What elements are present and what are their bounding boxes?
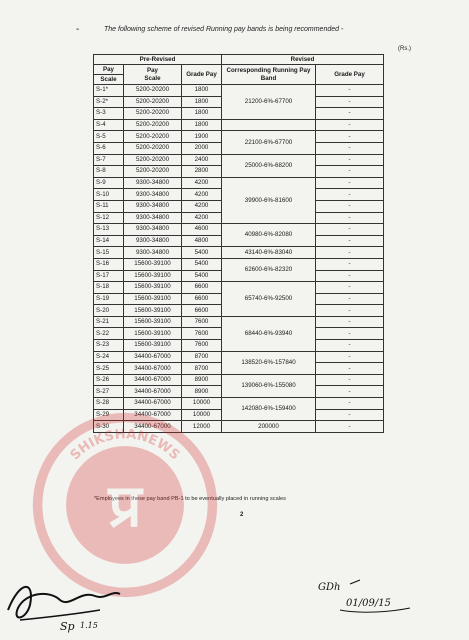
pay-scale-cell: 34400-67000 (124, 386, 182, 398)
revised-grade-pay-cell: - (316, 293, 384, 305)
table-row (94, 85, 384, 97)
grade-pay-cell: 5400 (182, 270, 222, 282)
grade-pay-cell: 5400 (182, 247, 222, 259)
table-row (94, 398, 384, 410)
col-grade-pay-revised: Grade Pay (316, 65, 384, 85)
pay-scale-cell: 34400-67000 (124, 421, 182, 433)
running-pay-band-cell: 21200-6%-67700 (222, 85, 316, 120)
signature-left-date: 1.15 (80, 621, 98, 630)
revised-grade-pay-cell: - (316, 177, 384, 189)
running-pay-band-cell: 142080-6%-159400 (222, 398, 316, 421)
table-row (94, 247, 384, 259)
scale-cell: S-21 (94, 316, 124, 328)
scale-cell: S-16 (94, 258, 124, 270)
revised-grade-pay-cell: - (316, 351, 384, 363)
running-pay-band-cell: 22100-6%-67700 (222, 131, 316, 154)
revised-grade-pay-cell: - (316, 235, 384, 247)
col-grade-pay: Grade Pay (182, 65, 222, 85)
scale-cell: S-20 (94, 305, 124, 317)
grade-pay-cell: 4200 (182, 177, 222, 189)
running-pay-band-cell: 39900-6%-81600 (222, 177, 316, 223)
pay-scale-cell: 34400-67000 (124, 409, 182, 421)
grade-pay-cell: 1800 (182, 119, 222, 131)
grade-pay-cell: 7600 (182, 340, 222, 352)
revised-grade-pay-cell: - (316, 142, 384, 154)
revised-grade-pay-cell: - (316, 212, 384, 224)
revised-grade-pay-cell: - (316, 316, 384, 328)
scale-cell: S-18 (94, 282, 124, 294)
revised-grade-pay-cell: - (316, 85, 384, 97)
running-pay-band-cell: 138520-6%-157840 (222, 351, 316, 374)
scale-cell: S-9 (94, 177, 124, 189)
table-row (94, 119, 384, 131)
grade-pay-cell: 1800 (182, 85, 222, 97)
scale-cell: S-25 (94, 363, 124, 375)
scale-cell: S-29 (94, 409, 124, 421)
col-scale-bottom: Scale (94, 75, 124, 85)
grade-pay-cell: 8700 (182, 351, 222, 363)
scale-cell: S-22 (94, 328, 124, 340)
grade-pay-cell: 8700 (182, 363, 222, 375)
pay-band-table (93, 54, 384, 433)
pay-scale-cell: 5200-20200 (124, 142, 182, 154)
svg-text:Sp: Sp (60, 620, 75, 633)
scale-cell: S-13 (94, 224, 124, 236)
pay-scale-cell: 5200-20200 (124, 154, 182, 166)
grade-pay-cell: 8900 (182, 374, 222, 386)
table-row (94, 224, 384, 236)
pay-scale-cell: 15600-39100 (124, 258, 182, 270)
grade-pay-cell: 4200 (182, 200, 222, 212)
grade-pay-cell: 4200 (182, 212, 222, 224)
table-row (94, 316, 384, 328)
revised-grade-pay-cell: - (316, 247, 384, 259)
grade-pay-cell: 1900 (182, 131, 222, 143)
pay-scale-cell: 15600-39100 (124, 340, 182, 352)
revised-header: Revised (222, 55, 384, 65)
scale-cell: S-27 (94, 386, 124, 398)
pay-scale-cell: 34400-67000 (124, 363, 182, 375)
col-pay-label: Pay (146, 66, 158, 74)
scale-cell: S-11 (94, 200, 124, 212)
table-row (94, 131, 384, 143)
scale-cell: S-24 (94, 351, 124, 363)
table-row (94, 351, 384, 363)
pay-scale-cell: 34400-67000 (124, 351, 182, 363)
pre-revised-header: Pre-Revised (94, 55, 222, 65)
grade-pay-cell: 4800 (182, 235, 222, 247)
revised-grade-pay-cell: - (316, 131, 384, 143)
revised-grade-pay-cell: - (316, 270, 384, 282)
revised-grade-pay-cell: - (316, 189, 384, 201)
running-pay-band-cell: 43140-6%-83040 (222, 247, 316, 259)
grade-pay-cell: 7600 (182, 316, 222, 328)
pay-scale-cell: 9300-34800 (124, 212, 182, 224)
scale-cell: S-1* (94, 85, 124, 97)
grade-pay-cell: 2800 (182, 166, 222, 178)
grade-pay-cell: 12000 (182, 421, 222, 433)
pay-scale-cell: 9300-34800 (124, 189, 182, 201)
pay-scale-cell: 9300-34800 (124, 177, 182, 189)
scale-cell: S-19 (94, 293, 124, 305)
grade-pay-cell: 1800 (182, 96, 222, 108)
grade-pay-cell: 2000 (182, 142, 222, 154)
table-row (94, 177, 384, 189)
running-pay-band-cell: 62600-6%-82320 (222, 258, 316, 281)
revised-grade-pay-cell: - (316, 258, 384, 270)
running-pay-band-cell: 68440-6%-93940 (222, 316, 316, 351)
revised-grade-pay-cell: - (316, 119, 384, 131)
grade-pay-cell: 6600 (182, 293, 222, 305)
revised-grade-pay-cell: - (316, 166, 384, 178)
revised-grade-pay-cell: - (316, 398, 384, 410)
scale-cell: S-30 (94, 421, 124, 433)
grade-pay-cell: 7600 (182, 328, 222, 340)
pay-scale-cell: 15600-39100 (124, 316, 182, 328)
revised-grade-pay-cell: - (316, 154, 384, 166)
bullet-mark: - (76, 24, 80, 35)
revised-grade-pay-cell: - (316, 421, 384, 433)
pay-scale-cell: 34400-67000 (124, 398, 182, 410)
pay-scale-cell: 9300-34800 (124, 224, 182, 236)
revised-grade-pay-cell: - (316, 224, 384, 236)
revised-grade-pay-cell: - (316, 200, 384, 212)
scale-cell: S-5 (94, 131, 124, 143)
grade-pay-cell: 4200 (182, 189, 222, 201)
scale-cell: S-12 (94, 212, 124, 224)
revised-grade-pay-cell: - (316, 328, 384, 340)
currency-unit: (Rs.) (398, 46, 411, 52)
scale-cell: S-17 (94, 270, 124, 282)
col-pay-top: Pay (94, 65, 124, 75)
grade-pay-cell: 10000 (182, 398, 222, 410)
scale-cell: S-3 (94, 108, 124, 120)
running-pay-band-cell: 25000-6%-68200 (222, 154, 316, 177)
revised-grade-pay-cell: - (316, 96, 384, 108)
table-row (94, 154, 384, 166)
signature-right (300, 570, 430, 620)
page-number: 2 (240, 512, 244, 518)
running-pay-band-cell (222, 119, 316, 131)
document-heading: The following scheme of revised Running pay bands is being recommended - (104, 26, 344, 33)
scale-cell: S-15 (94, 247, 124, 259)
grade-pay-cell: 10000 (182, 409, 222, 421)
pay-scale-cell: 5200-20200 (124, 108, 182, 120)
pay-scale-cell: 15600-39100 (124, 305, 182, 317)
scale-cell: S-14 (94, 235, 124, 247)
scale-cell: S-2* (94, 96, 124, 108)
pay-scale-cell: 5200-20200 (124, 96, 182, 108)
revised-grade-pay-cell: - (316, 340, 384, 352)
grade-pay-cell: 1800 (182, 108, 222, 120)
pay-scale-cell: 9300-34800 (124, 200, 182, 212)
col-pay-scale (124, 65, 182, 85)
table-row (94, 258, 384, 270)
scale-cell: S-28 (94, 398, 124, 410)
scale-cell: S-23 (94, 340, 124, 352)
scale-cell: S-8 (94, 166, 124, 178)
running-pay-band-cell: 40980-6%-82080 (222, 224, 316, 247)
scale-cell: S-26 (94, 374, 124, 386)
scale-cell: S-6 (94, 142, 124, 154)
grade-pay-cell: 6600 (182, 282, 222, 294)
revised-grade-pay-cell: - (316, 108, 384, 120)
signature-left (0, 560, 150, 640)
svg-text:SHIKSHANEWS: SHIKSHANEWS (67, 427, 183, 464)
signature-right-date: 01/09/15 (346, 598, 391, 609)
pay-scale-cell: 34400-67000 (124, 374, 182, 386)
grade-pay-cell: 4600 (182, 224, 222, 236)
grade-pay-cell: 2400 (182, 154, 222, 166)
revised-grade-pay-cell: - (316, 386, 384, 398)
signature-right-initials: GDh (318, 582, 341, 593)
revised-grade-pay-cell: - (316, 305, 384, 317)
scale-cell: S-4 (94, 119, 124, 131)
col-running-band: Corresponding Running Pay Band (222, 65, 316, 85)
grade-pay-cell: 5400 (182, 258, 222, 270)
table-row (94, 374, 384, 386)
revised-grade-pay-cell: - (316, 374, 384, 386)
pay-scale-cell: 5200-20200 (124, 85, 182, 97)
revised-grade-pay-cell: - (316, 409, 384, 421)
scale-cell: S-10 (94, 189, 124, 201)
pay-scale-cell: 15600-39100 (124, 293, 182, 305)
revised-grade-pay-cell: - (316, 282, 384, 294)
table-body (94, 85, 384, 433)
running-pay-band-cell: 200000 (222, 421, 316, 433)
pay-scale-cell: 5200-20200 (124, 166, 182, 178)
running-pay-band-cell: 65740-6%-92500 (222, 282, 316, 317)
running-pay-band-cell: 139060-6%-155080 (222, 374, 316, 397)
grade-pay-cell: 6600 (182, 305, 222, 317)
col-scale-label: Scale (144, 74, 161, 82)
svg-text:प्र: प्र (108, 470, 142, 540)
pay-scale-cell: 15600-39100 (124, 328, 182, 340)
pay-scale-cell: 5200-20200 (124, 119, 182, 131)
pay-scale-cell: 15600-39100 (124, 270, 182, 282)
pay-scale-cell: 5200-20200 (124, 131, 182, 143)
grade-pay-cell: 8900 (182, 386, 222, 398)
table-row (94, 282, 384, 294)
pay-scale-cell: 15600-39100 (124, 282, 182, 294)
revised-grade-pay-cell: - (316, 363, 384, 375)
scale-cell: S-7 (94, 154, 124, 166)
pay-scale-cell: 9300-34800 (124, 235, 182, 247)
pay-scale-cell: 9300-34800 (124, 247, 182, 259)
footnote: *Employees in these pay band PB-1 to be eventually placed in running scales (94, 496, 286, 502)
